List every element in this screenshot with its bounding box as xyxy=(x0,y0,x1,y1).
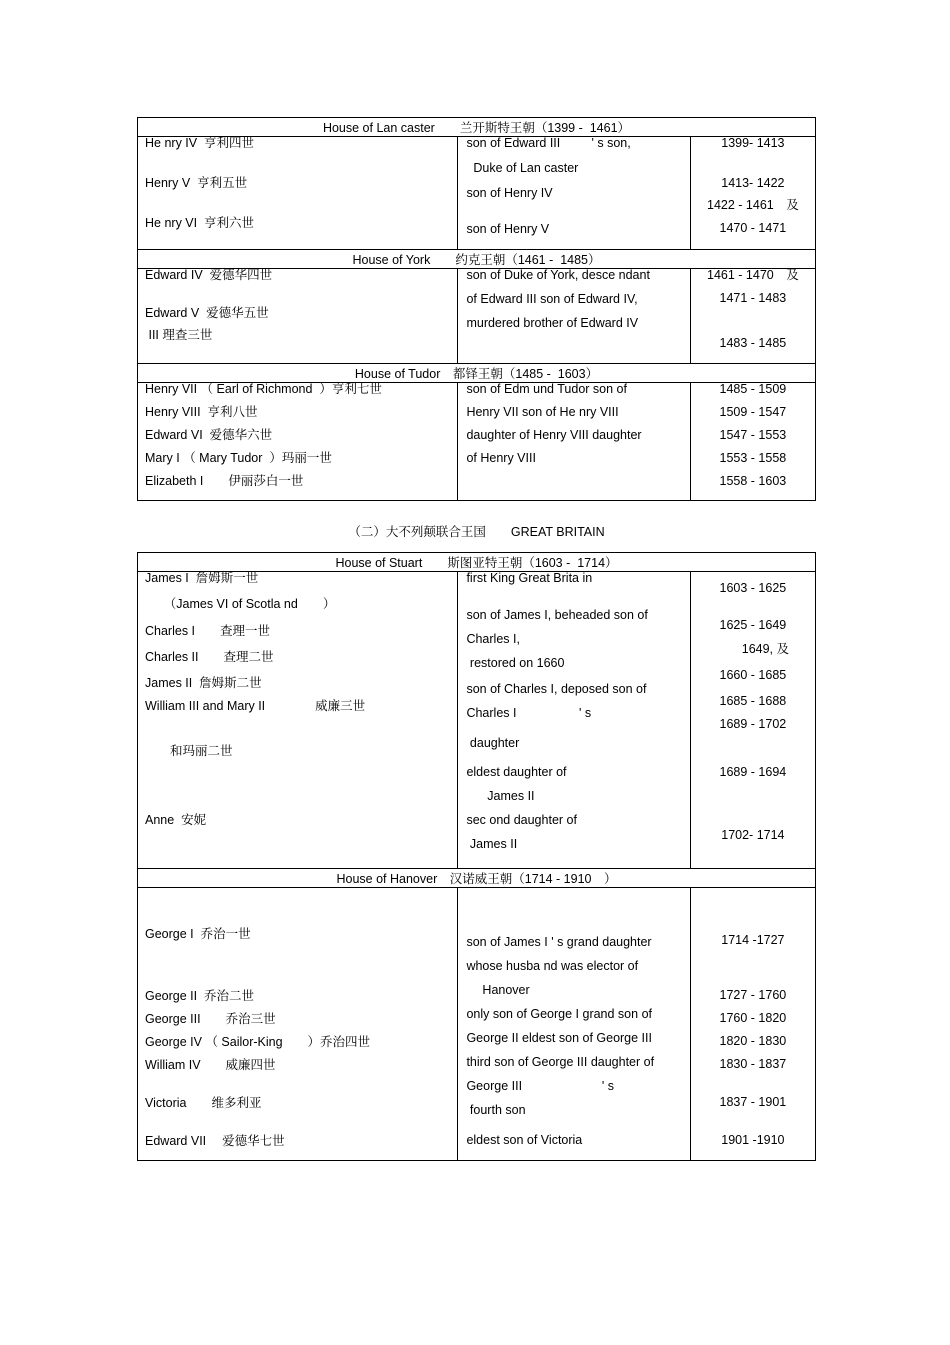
list-item: murdered brother of Edward IV xyxy=(466,316,639,330)
reign-years: 1625 - 1649 xyxy=(719,618,787,632)
list-item: Charles I ' s xyxy=(466,706,592,720)
list-item: Victoria 维多利亚 xyxy=(145,1096,262,1110)
list-item: son of James I, beheaded son of xyxy=(466,608,648,622)
list-item: Henry VIII 亨利八世 xyxy=(145,405,258,419)
list-item: Edward V 爱德华五世 xyxy=(145,306,269,320)
monarch-names-cell xyxy=(138,137,458,250)
list-item: Edward IV 爱德华四世 xyxy=(145,268,273,282)
list-item: III 理查三世 xyxy=(145,328,213,342)
list-item: George I 乔治一世 xyxy=(145,927,251,941)
list-item: sec ond daughter of xyxy=(466,813,577,827)
reign-years: 1830 - 1837 xyxy=(719,1057,787,1071)
list-item: James II 詹姆斯二世 xyxy=(145,676,262,690)
list-item: daughter xyxy=(466,736,520,750)
lancaster-years-stack xyxy=(691,137,815,249)
list-item: Edward VII 爱德华七世 xyxy=(145,1134,285,1148)
hanover-years-stack xyxy=(691,888,815,1160)
reign-years: 1714 -1727 xyxy=(721,933,785,947)
house-of-hanover-header: House of Hanover 汉诺威王朝（1714 - 1910 ） xyxy=(138,869,816,888)
reign-years: 1760 - 1820 xyxy=(719,1011,787,1025)
monarch-description-cell xyxy=(458,572,690,869)
reign-years: 1558 - 1603 xyxy=(719,474,787,488)
reign-years: 1470 - 1471 xyxy=(719,221,787,235)
reign-years: 1461 - 1470 及 xyxy=(707,268,799,282)
dynasty-header-row xyxy=(138,118,816,137)
reign-years: 1702- 1714 xyxy=(721,828,785,842)
reign-years: 1649, 及 xyxy=(716,642,790,656)
list-item: son of Henry IV xyxy=(466,186,553,200)
list-item: Hanover xyxy=(466,983,530,997)
reign-years: 1399- 1413 xyxy=(721,136,785,150)
list-item: restored on 1660 xyxy=(466,656,565,670)
list-item: third son of George III daughter of xyxy=(466,1055,655,1069)
list-item: Edward VI 爱德华六世 xyxy=(145,428,273,442)
reign-years: 1485 - 1509 xyxy=(719,382,787,396)
table-row xyxy=(138,888,816,1161)
hanover-names-stack xyxy=(138,888,457,1160)
list-item: George II eldest son of George III xyxy=(466,1031,652,1045)
list-item: （James VI of Scotla nd ） xyxy=(145,597,336,611)
reign-years: 1547 - 1553 xyxy=(719,428,787,442)
england-table-body xyxy=(138,118,816,501)
house-of-stuart-header: House of Stuart 斯图亚特王朝（1603 - 1714） xyxy=(138,553,816,572)
tudor-years-stack xyxy=(691,383,815,500)
list-item: son of Charles I, deposed son of xyxy=(466,682,647,696)
monarch-names-cell xyxy=(138,888,458,1161)
reign-years-cell xyxy=(690,269,815,364)
list-item: George III ' s xyxy=(466,1079,615,1093)
reign-years: 1689 - 1702 xyxy=(719,717,787,731)
list-item: James II xyxy=(466,837,518,851)
list-item: son of Duke of York, desce ndant xyxy=(466,268,650,282)
reign-years: 1660 - 1685 xyxy=(719,668,787,682)
york-years-stack xyxy=(691,269,815,363)
reign-years-cell xyxy=(690,572,815,869)
list-item: daughter of Henry VIII daughter xyxy=(466,428,642,442)
list-item: James II xyxy=(466,789,535,803)
list-item: eldest son of Victoria xyxy=(466,1133,583,1147)
list-item: of Edward III son of Edward IV, xyxy=(466,292,638,306)
document-page xyxy=(137,0,816,1161)
list-item: whose husba nd was elector of xyxy=(466,959,639,973)
reign-years: 1727 - 1760 xyxy=(719,988,787,1002)
list-item: Henry VII son of He nry VIII xyxy=(466,405,619,419)
house-of-lancaster-header: House of Lan caster 兰开斯特王朝（1399 - 1461） xyxy=(138,118,816,137)
lancaster-desc-stack xyxy=(458,137,689,249)
list-item: Duke of Lan caster xyxy=(466,161,579,175)
list-item: George IV （ Sailor-King ）乔治四世 xyxy=(145,1035,371,1049)
list-item: Henry V 亨利五世 xyxy=(145,176,248,190)
reign-years: 1901 -1910 xyxy=(721,1133,785,1147)
stuart-names-stack xyxy=(138,572,457,868)
table-row xyxy=(138,269,816,364)
reign-years: 1689 - 1694 xyxy=(719,765,787,779)
reign-years: 1422 - 1461 及 xyxy=(707,198,799,212)
reign-years: 1509 - 1547 xyxy=(719,405,787,419)
list-item: He nry IV 亨利四世 xyxy=(145,136,255,150)
monarch-description-cell xyxy=(458,269,690,364)
list-item: fourth son xyxy=(466,1103,526,1117)
list-item: Charles I, xyxy=(466,632,520,646)
list-item: George II 乔治二世 xyxy=(145,989,255,1003)
reign-years: 1603 - 1625 xyxy=(719,581,787,595)
list-item: Anne 安妮 xyxy=(145,813,207,827)
reign-years-cell xyxy=(690,888,815,1161)
list-item: William IV 威廉四世 xyxy=(145,1058,276,1072)
stuart-years-stack xyxy=(691,572,815,868)
reign-years: 1413- 1422 xyxy=(721,176,785,190)
reign-years: 1471 - 1483 xyxy=(719,291,787,305)
list-item: eldest daughter of xyxy=(466,765,567,779)
monarch-description-cell xyxy=(458,137,690,250)
monarch-names-cell xyxy=(138,383,458,501)
britain-dynasty-table xyxy=(137,552,816,1161)
list-item: 和玛丽二世 xyxy=(145,744,233,758)
stuart-desc-stack xyxy=(458,572,689,868)
list-item: Mary I （ Mary Tudor ）玛丽一世 xyxy=(145,451,332,465)
table-row xyxy=(138,383,816,501)
dynasty-header-row xyxy=(138,869,816,888)
tudor-names-stack xyxy=(138,383,457,500)
monarch-description-cell xyxy=(458,383,690,501)
reign-years: 1685 - 1688 xyxy=(719,694,787,708)
reign-years: 1820 - 1830 xyxy=(719,1034,787,1048)
reign-years-cell xyxy=(690,383,815,501)
lancaster-names-stack xyxy=(138,137,457,249)
monarch-description-cell xyxy=(458,888,690,1161)
england-dynasty-table xyxy=(137,117,816,501)
monarch-names-cell xyxy=(138,572,458,869)
list-item: first King Great Brita in xyxy=(466,571,593,585)
list-item: son of Edward III ' s son, xyxy=(466,136,631,150)
tudor-desc-stack xyxy=(458,383,689,500)
reign-years: 1483 - 1485 xyxy=(719,336,787,350)
list-item: Charles II 查理二世 xyxy=(145,650,274,664)
reign-years-cell xyxy=(690,137,815,250)
table-row xyxy=(138,572,816,869)
section-caption-great-britain: （二）大不列颠联合王国 GREAT BRITAIN xyxy=(348,525,605,539)
dynasty-header-row xyxy=(138,250,816,269)
hanover-desc-stack xyxy=(458,888,689,1160)
dynasty-header-row xyxy=(138,553,816,572)
reign-years: 1553 - 1558 xyxy=(719,451,787,465)
britain-table-body xyxy=(138,553,816,1161)
reign-years: 1837 - 1901 xyxy=(719,1095,787,1109)
list-item: William III and Mary II 威廉三世 xyxy=(145,699,366,713)
list-item: son of Henry V xyxy=(466,222,550,236)
york-desc-stack xyxy=(458,269,689,363)
dynasty-header-row xyxy=(138,364,816,383)
list-item: Elizabeth I 伊丽莎白一世 xyxy=(145,474,304,488)
list-item: son of James I ' s grand daughter xyxy=(466,935,652,949)
list-item: James I 詹姆斯一世 xyxy=(145,571,259,585)
house-of-tudor-header: House of Tudor 都铎王朝（1485 - 1603） xyxy=(138,364,816,383)
list-item: Henry VII （ Earl of Richmond ）亨利七世 xyxy=(145,382,382,396)
list-item: only son of George I grand son of xyxy=(466,1007,652,1021)
house-of-york-header: House of York 约克王朝（1461 - 1485） xyxy=(138,250,816,269)
list-item: George III 乔治三世 xyxy=(145,1012,276,1026)
table-row xyxy=(138,137,816,250)
list-item: He nry VI 亨利六世 xyxy=(145,216,255,230)
monarch-names-cell xyxy=(138,269,458,364)
list-item: son of Edm und Tudor son of xyxy=(466,382,627,396)
list-item: Charles I 查理一世 xyxy=(145,624,271,638)
york-names-stack xyxy=(138,269,457,363)
list-item: of Henry VIII xyxy=(466,451,536,465)
